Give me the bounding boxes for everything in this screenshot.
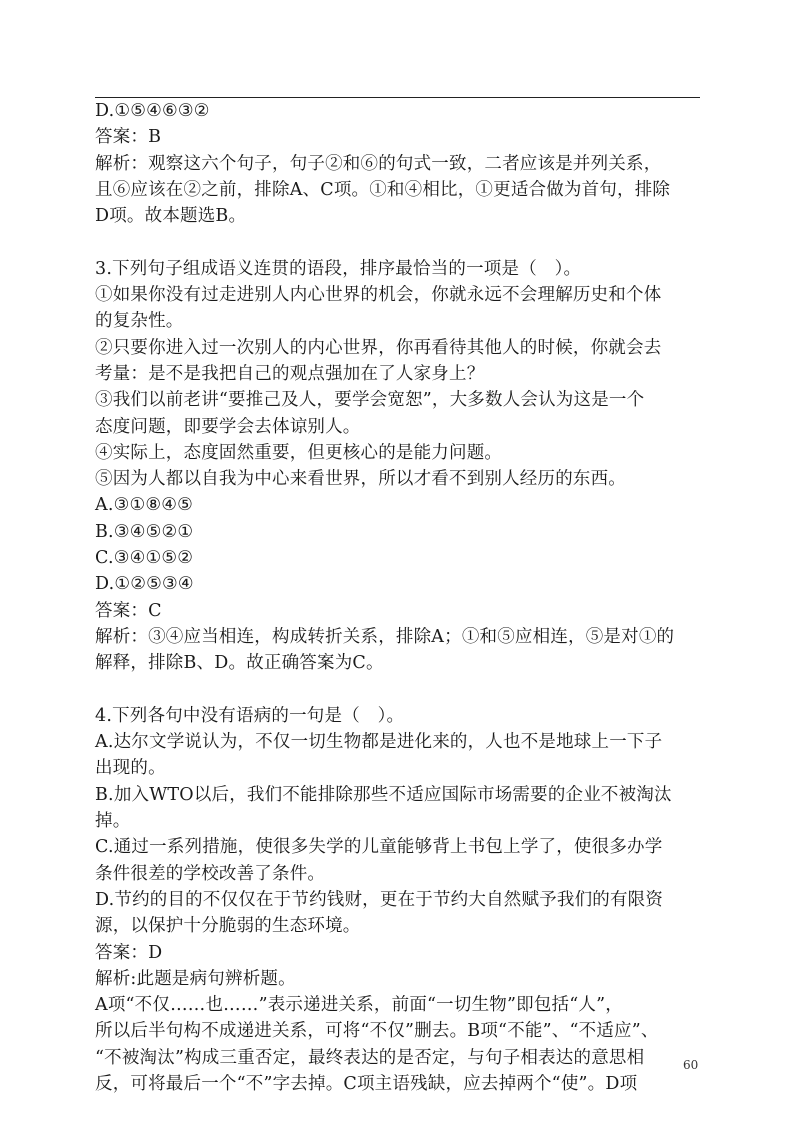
q3-option-d: D.①②⑤③④ [95,574,194,595]
q3-analysis-line: 解释，排除B、D。故正确答案为C。 [95,653,384,674]
q4-option-a-cont: 出现的。 [95,758,166,779]
q4-option-d-cont: 源，以保护十分脆弱的生态环境。 [95,916,361,937]
q3-sentence-3-cont: 态度问题，即要学会去体谅别人。 [95,416,361,437]
paragraph-gap [95,677,700,703]
q4-option-b: B.加入WTO以后，我们不能排除那些不适应国际市场需要的企业不被淘汰 [95,784,672,805]
q3-option-b: B.③④⑤②① [95,521,194,542]
q4-analysis-line: 反，可将最后一个“不”字去掉。C项主语残缺，应去掉两个“使”。D项 [95,1073,638,1094]
q3-sentence-5: ⑤因为人都以自我为中心来看世界，所以才看不到别人经历的东西。 [95,469,626,490]
q3-sentence-3: ③我们以前老讲“要推己及人，要学会宽恕”，大多数人会认为这是一个 [95,390,645,411]
q3-stem: 3.下列句子组成语义连贯的语段，排序最恰当的一项是（ ）。 [95,258,582,279]
q3-answer: 答案：C [95,600,162,621]
q4-option-c-cont: 条件很差的学校改善了条件。 [95,863,326,884]
q4-option-a: A.达尔文学说认为，不仅一切生物都是进化来的，人也不是地球上一下子 [95,732,663,753]
q3-analysis-line: 解析：③④应当相连，构成转折关系，排除A；①和⑤应相连，⑤是对①的 [95,626,675,647]
scan-artifact [483,483,527,486]
q3-sentence-1: ①如果你没有过走进别人内心世界的机会，你就永远不会理解历史和个体 [95,285,662,306]
q4-analysis-title: 解析:此题是病句辨析题。 [95,968,296,989]
q4-stem: 4.下列各句中没有语病的一句是（ ）。 [95,705,405,726]
q4-analysis-line: A项“不仅……也……”表示递进关系，前面“一切生物”即包括“人”， [95,995,623,1016]
q3-option-a: A.③①⑧④⑤ [95,495,194,516]
q3-option-c: C.③④①⑤② [95,548,194,569]
q3-sentence-2: ②只要你进入过一次别人的内心世界，你再看待其他人的时候，你就会去 [95,337,662,358]
q3-sentence-1-cont: 的复杂性。 [95,311,184,332]
page-number: 60 [683,1058,699,1072]
q4-analysis-line: 所以后半句构不成递进关系，可将“不仅”删去。B项“不能”、“不适应”、 [95,1021,659,1042]
q3-sentence-4: ④实际上，态度固然重要，但更核心的是能力问题。 [95,442,503,463]
prev-analysis-line: 且⑥应该在②之前，排除A、C项。①和④相比，①更适合做为首句，排除 [95,179,671,200]
q4-option-c: C.通过一系列措施，使很多失学的儿童能够背上书包上学了，使很多办学 [95,837,663,858]
paragraph-gap [95,229,700,255]
prev-analysis-line: 解析：观察这六个句子，句子②和⑥的句式一致，二者应该是并列关系， [95,153,662,174]
prev-option-d: D.①⑤④⑥③② [95,101,210,121]
document-body [95,98,700,1097]
q3-sentence-2-cont: 考量：是不是我把自己的观点强加在了人家身上？ [95,363,485,384]
prev-answer: 答案：B [95,127,162,148]
q4-option-d: D.节约的目的不仅仅在于节约钱财，更在于节约大自然赋予我们的有限资 [95,889,664,910]
q4-answer: 答案：D [95,942,163,963]
q4-option-b-cont: 掉。 [95,811,131,832]
prev-analysis-line: D项。故本题选B。 [95,206,247,227]
q4-analysis-line: “不被淘汰”构成三重否定，最终表达的是否定，与句子相表达的意思相 [95,1047,645,1068]
